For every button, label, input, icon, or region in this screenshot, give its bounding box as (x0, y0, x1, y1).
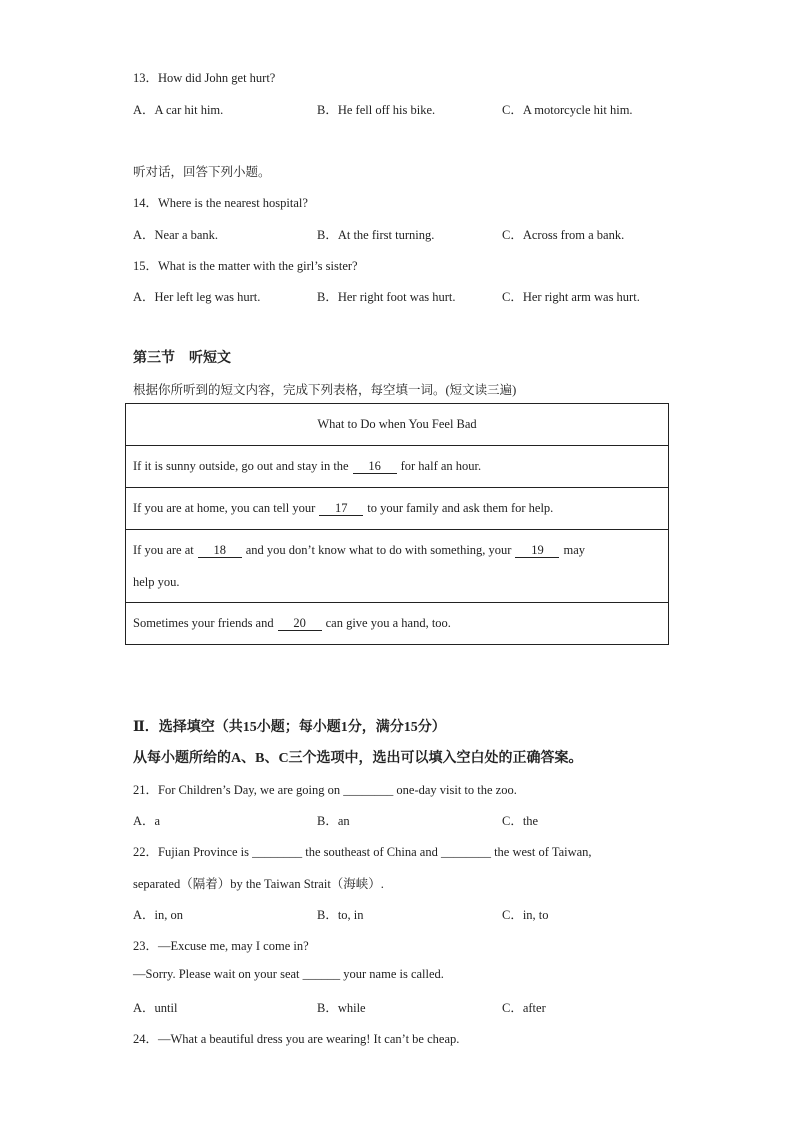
q15-option-a: A．Her left leg was hurt. (133, 290, 261, 304)
table-row (126, 488, 669, 530)
q21-option-b: B．an (317, 814, 350, 828)
row-text: for half an hour. (400, 459, 482, 473)
section-3-instruction: 根据你所听到的短文内容，完成下列表格，每空填一词。(短文读三遍) (133, 383, 517, 397)
answer-blank-17[interactable]: 17 (319, 502, 363, 516)
part-2-instruction: 从每小题所给的A、B、C三个选项中，选出可以填入空白处的正确答案。 (133, 751, 583, 766)
q13-option-c: C．A motorcycle hit him. (502, 103, 633, 117)
q22-option-a: A．in, on (133, 908, 184, 922)
q21-option-c: C．the (502, 814, 539, 828)
table-title: What to Do when You Feel Bad (126, 404, 669, 446)
row-text: If you are at home, you can tell your (133, 501, 316, 515)
row-text: and you don’t know what to do with something, your (245, 543, 512, 557)
row-text: help you. (133, 575, 180, 589)
answer-blank-20[interactable]: 20 (278, 617, 322, 631)
answer-blank-18[interactable]: 18 (198, 544, 242, 558)
table-row (126, 603, 669, 645)
q13-option-b: B．He fell off his bike. (317, 103, 436, 117)
question-22-stem-2: separated（隔着）by the Taiwan Strait（海峡）. (133, 877, 384, 891)
q15-option-b: B．Her right foot was hurt. (317, 290, 456, 304)
q14-option-c: C．Across from a bank. (502, 228, 625, 242)
row-text: If it is sunny outside, go out and stay in the (133, 459, 349, 473)
question-21-stem: 21．For Children’s Day, we are going on ________ one-day visit to the zoo. (133, 783, 517, 797)
q23-option-c: C．after (502, 1001, 546, 1015)
q21-option-a: A．a (133, 814, 161, 828)
listening-table (125, 403, 669, 645)
section-3-title: 第三节 听短文 (133, 351, 231, 366)
answer-blank-16[interactable]: 16 (353, 460, 397, 474)
row-text: to your family and ask them for help. (367, 501, 554, 515)
question-14-stem: 14．Where is the nearest hospital? (133, 196, 308, 210)
q14-option-a: A．Near a bank. (133, 228, 219, 242)
q22-option-b: B．to, in (317, 908, 364, 922)
question-23-stem: 23．—Excuse me, may I come in? (133, 939, 309, 953)
q23-option-a: A．until (133, 1001, 178, 1015)
question-15-stem: 15．What is the matter with the girl’s sister? (133, 259, 358, 273)
question-23-stem-2: —Sorry. Please wait on your seat ______ your name is called. (133, 967, 444, 981)
q23-option-b: B．while (317, 1001, 366, 1015)
table-row (126, 530, 669, 603)
q22-option-c: C．in, to (502, 908, 549, 922)
dialog-instruction: 听对话，回答下列小题。 (133, 165, 271, 179)
row-text: may (563, 543, 585, 557)
table-row (126, 446, 669, 488)
question-24-stem: 24．—What a beautiful dress you are wearing! It can’t be cheap. (133, 1032, 460, 1046)
row-text: If you are at (133, 543, 194, 557)
answer-blank-19[interactable]: 19 (515, 544, 559, 558)
part-2-title: Ⅱ．选择填空（共15小题；每小题1分，满分15分） (133, 720, 446, 735)
q13-option-a: A．A car hit him. (133, 103, 224, 117)
question-13-stem: 13．How did John get hurt? (133, 71, 276, 85)
q14-option-b: B．At the first turning. (317, 228, 435, 242)
row-text: Sometimes your friends and (133, 616, 274, 630)
q15-option-c: C．Her right arm was hurt. (502, 290, 640, 304)
row-text: can give you a hand, too. (325, 616, 451, 630)
question-22-stem: 22．Fujian Province is ________ the southeast of China and ________ the west of Taiwan, (133, 845, 592, 859)
